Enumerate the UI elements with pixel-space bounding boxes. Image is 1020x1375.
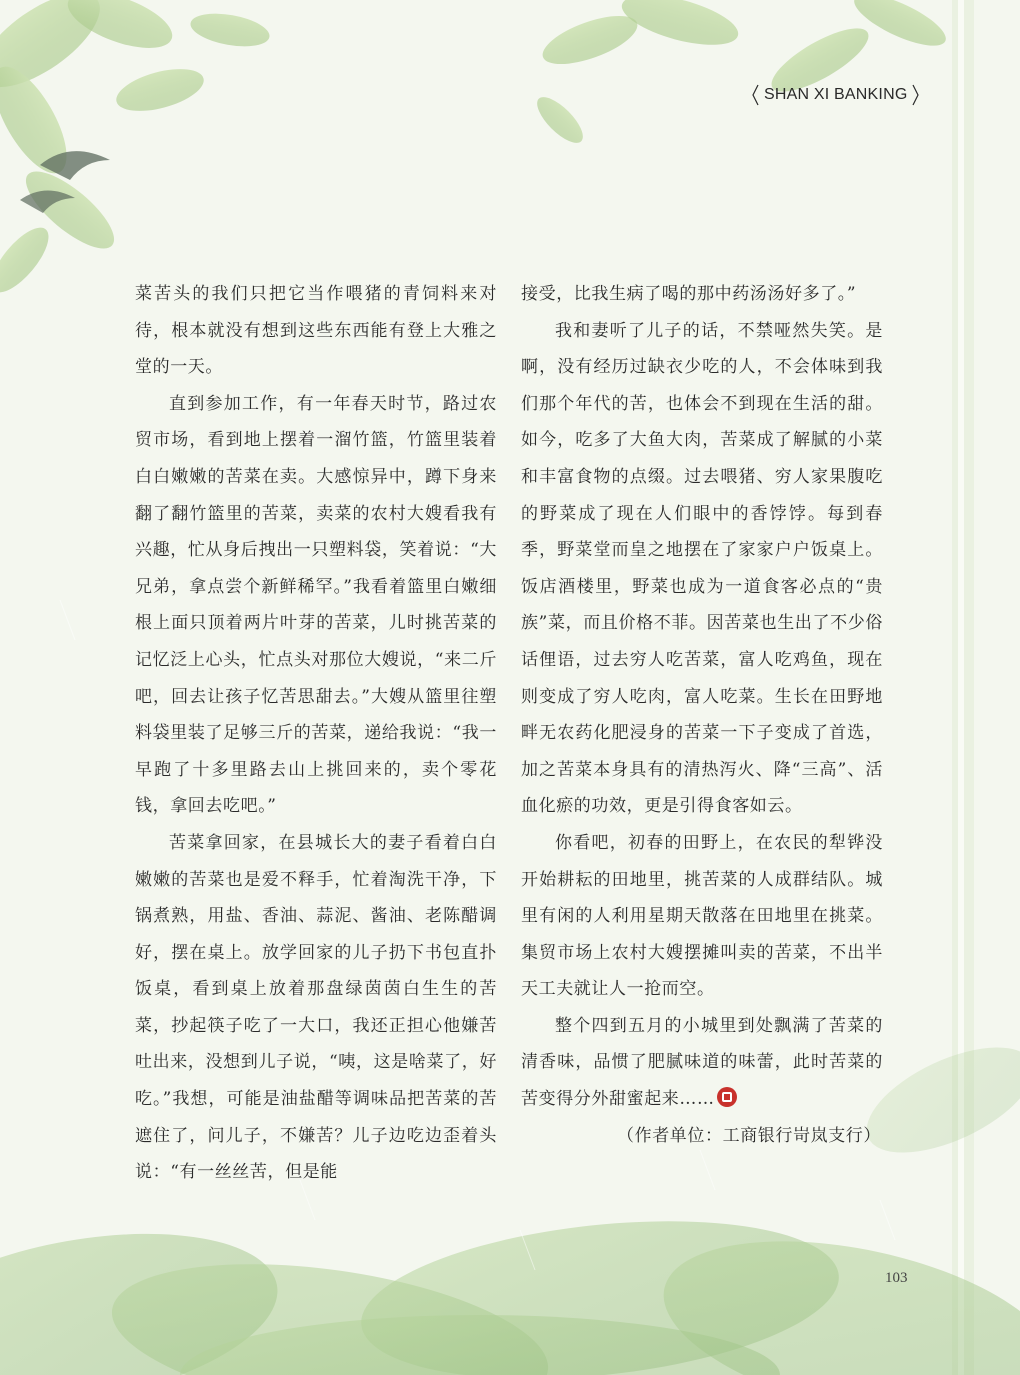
paragraph: 菜苦头的我们只把它当作喂猪的青饲料来对待，根本就没有想到这些东西能有登上大雅之堂的一天。 [135,284,497,378]
paragraph: 直到参加工作，有一年春天时节，路过农贸市场，看到地上摆着一溜竹篮，竹篮里装着白白嫩嫩的苦菜在卖。大感惊异中，蹲下身来翻了翻竹篮里的苦菜，卖菜的农村大嫂看我有兴趣，忙从身后拽出一只塑料袋，笑着说：“大兄弟，拿点尝个新鲜稀罕。”我看着篮里白嫩细根上面只顶着两片叶芽的苦菜，儿时挑苦菜的记忆泛上心头，忙点头对那位大嫂说，“来二斤吧，回去让孩子忆苦思甜去。”大嫂从篮里往塑料袋里装了足够三斤的苦菜，递给我说：“我一早跑了十多里路去山上挑回来的，卖个零花钱，拿回去吃吧。” [135,393,497,817]
closing-paragraph [521,1008,883,1118]
magazine-header-tag [752,84,919,106]
right-bracket-icon [912,84,919,106]
article-column-right [521,276,883,1154]
article-column-left [135,276,497,1191]
paragraph: 苦菜拿回家，在县城长大的妻子看着白白嫩嫩的苦菜也是爱不释手，忙着淘洗干净，下锅煮熟，用盐、香油、蒜泥、酱油、老陈醋调好，摆在桌上。放学回家的儿子扔下书包直扑饭桌，看到桌上放着那盘绿茵茵白生生的苦菜，抄起筷子吃了一大口，我还正担心他嫌苦吐出来，没想到儿子说，“咦，这是啥菜了，好吃。”我想，可能是油盐醋等调味品把苦菜的苦遮住了，问儿子，不嫌苦？儿子边吃边歪着头说：“有一丝丝苦，但是能 [135,832,497,1183]
left-bracket-icon [752,84,759,106]
end-mark-icon [717,1087,737,1107]
page-number: 103 [885,1270,908,1286]
magazine-name: SHAN XI BANKING [764,86,908,103]
paragraph: 你看吧，初春的田野上，在农民的犁铧没开始耕耘的田地里，挑苦菜的人成群结队。城里有闲的人利用星期天散落在田地里在挑菜。集贸市场上农村大嫂摆摊叫卖的苦菜，不出半天工夫就让人一抢而空。 [521,832,883,1000]
paragraph: 我和妻听了儿子的话，不禁哑然失笑。是啊，没有经历过缺衣少吃的人，不会体味到我们那个年代的苦，也体会不到现在生活的甜。如今，吃多了大鱼大肉，苦菜成了解腻的小菜和丰富食物的点缀。过去喂猪、穷人家果腹吃的野菜成了现在人们眼中的香饽饽。每到春季，野菜堂而皇之地摆在了家家户户饭桌上。饭店酒楼里，野菜也成为一道食客必点的“贵族”菜，而且价格不菲。因苦菜也生出了不少俗话俚语，过去穷人吃苦菜，富人吃鸡鱼，现在则变成了穷人吃肉，富人吃菜。生长在田野地畔无农药化肥浸身的苦菜一下子变成了首选，加之苦菜本身具有的清热泻火、降“三高”、活血化瘀的功效，更是引得食客如云。 [521,320,883,817]
paragraph: 接受，比我生病了喝的那中药汤汤好多了。” [521,284,857,304]
author-affiliation: （作者单位：工商银行岢岚支行） [617,1125,881,1146]
closing-text: 整个四到五月的小城里到处飘满了苦菜的清香味，品惯了肥腻味道的味蕾，此时苦菜的苦变得分外甜蜜起来…… [521,1015,883,1110]
